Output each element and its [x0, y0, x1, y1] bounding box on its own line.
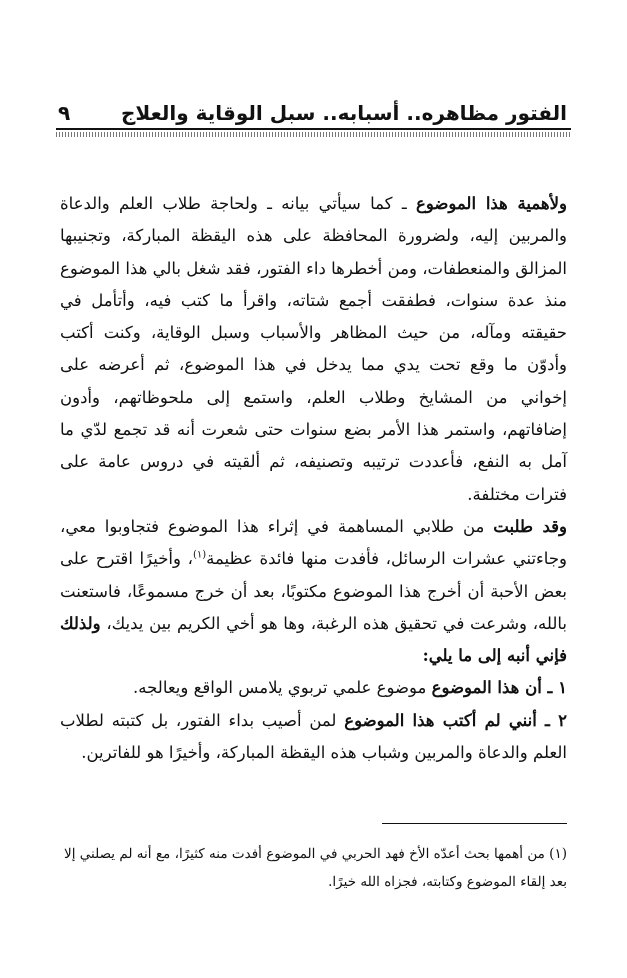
list-item — [60, 705, 567, 770]
paragraph-request — [60, 511, 567, 672]
body-text — [60, 188, 567, 769]
paragraph-lead: وقد طلبت — [493, 516, 567, 536]
running-header-title: الفتور مظاهره.. أسبابه.. سبل الوقاية والعلاج — [120, 101, 567, 125]
footnote-reference[interactable]: (١) — [192, 549, 207, 561]
header-hatch-border — [56, 132, 571, 137]
running-header — [58, 96, 567, 126]
page-number: ٩ — [58, 101, 71, 125]
list-item — [60, 672, 567, 704]
list-item-prefix: ١ ـ أن هذا الموضوع — [431, 678, 567, 698]
list-item-text: موضوع علمي تربوي يلامس الواقع ويعالجه. — [133, 678, 432, 698]
list-item-prefix: ٢ ـ أنني لم أكتب هذا الموضوع — [344, 710, 567, 730]
footnote: (١) من أهمها بحث أعدّه الأخ فهد الحربي في الموضوع أفدت منه كثيرًا، مع أنه لم يصلني إلا بعد إلقاء الموضوع وكتابته، فجزاه الله خيرًا. — [64, 846, 567, 890]
paragraph-text: ، وأخيرًا اقترح على بعض الأحبة أن أخرج هذا الموضوع مكتوبًا، بعد أن خرج مسموعًا، فاستعنت بالله، وشرعت في تحقيق هذه الرغبة، وها هو أخي الكريم بين يديك، — [60, 549, 567, 633]
paragraph-lead: ولأهمية هذا الموضوع — [415, 194, 568, 213]
paragraph-lead: ولذلك فإني أنبه إلى ما يلي: — [60, 613, 567, 666]
paragraph-text: ـ كما سيأتي بيانه ـ ولحاجة طلاب العلم والدعاة والمربين إليه، ولضرورة المحافظة على هذه اليقظة المباركة، وتجنيبها المزالق والمنعطفات، ومن أخطرها داء الفتور، فقد شغل بالي هذا الموضوع منذ عدة سنوات، فطفقت أجمع شتاته، واقرأ ما كتب فيه، وأتأمل في حقيقته ومآله، من حيث المظاهر والأسباب وسبل الوقاية، وكنت أكتب وأدوّن ما وقع تحت يدي مما يدخل في هذا الموضوع، ثم أعرضه على إخواني من المشايخ وطلاب العلم، واستمع إلى ملحوظاتهم، وأدون إضافاتهم، واستمر هذا الأمر بضع سنوات حتى شعرت أنه قد تجمع لدّي ما آمل به النفع، فأعددت ترتيبه وتصنيفه، ثم ألقيته في دروس عامة على فترات مختلفة. — [60, 194, 567, 504]
footnote-separator — [382, 823, 567, 824]
footnotes — [64, 840, 567, 896]
paragraph-text: من طلابي المساهمة في إثراء هذا الموضوع فتجاوبوا معي، وجاءتني عشرات الرسائل، فأفدت منها فائدة عظيمة — [60, 516, 567, 569]
list-item-text: لمن أصيب بداء الفتور، بل كتبته لطلاب العلم والدعاة والمربين وشباب هذه اليقظة المباركة، وأخيرًا هو للفاترين. — [60, 710, 567, 763]
paragraph-importance — [60, 188, 567, 511]
